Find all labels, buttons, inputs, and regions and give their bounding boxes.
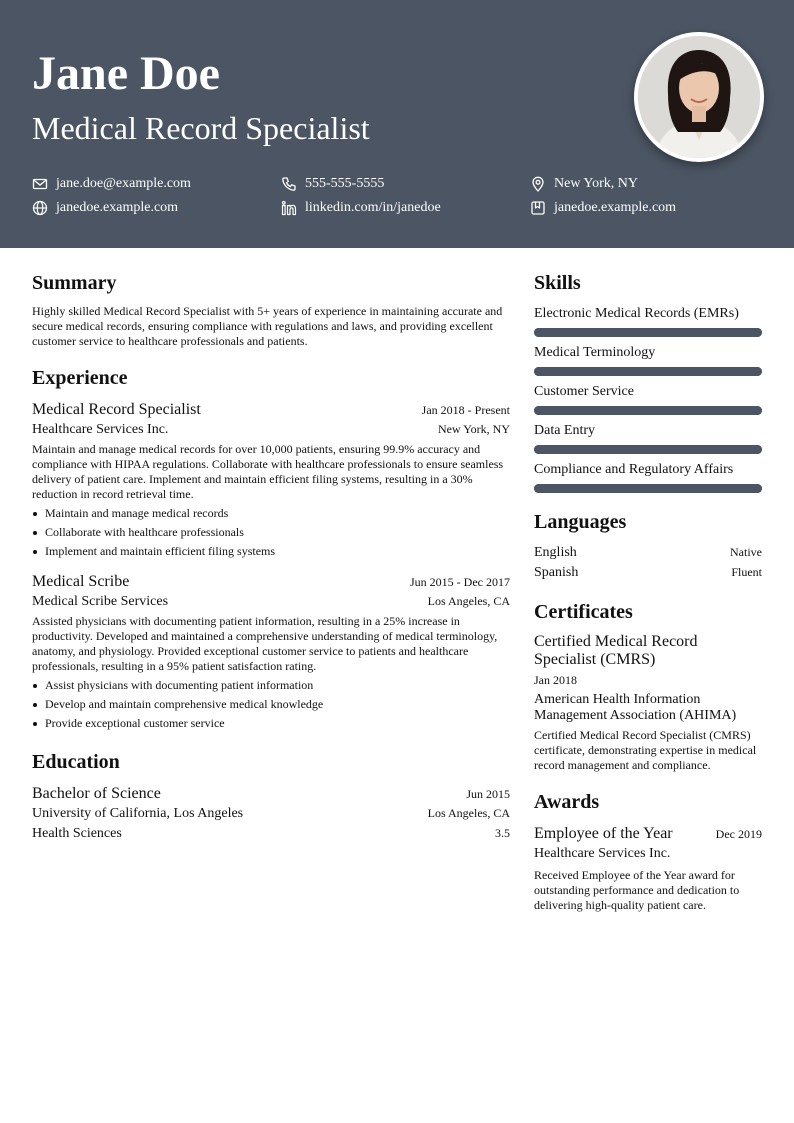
list-item: Implement and maintain efficient filing systems	[45, 544, 510, 559]
left-column	[32, 270, 510, 856]
right-column	[534, 270, 762, 925]
skill-label: Medical Terminology	[534, 345, 656, 360]
skill-level-bar	[534, 406, 762, 415]
skill-label: Electronic Medical Records (EMRs)	[534, 306, 739, 321]
certificate-date: Jan 2018	[534, 673, 577, 687]
language-name: English	[534, 545, 577, 560]
skill-level-bar	[534, 328, 762, 337]
awards-section	[534, 789, 762, 913]
phone-icon	[281, 176, 297, 192]
education-heading: Education	[32, 751, 120, 773]
summary-text: Highly skilled Medical Record Specialist with 5+ years of experience in maintaining accurate and secure medical records, ensuring compliance with regulations and laws, and providing excellent customer service to healthcare professionals and patients.	[32, 304, 503, 348]
awards-heading: Awards	[534, 791, 600, 813]
job-title: Medical Record Specialist	[32, 401, 201, 418]
school: University of California, Los Angeles	[32, 806, 244, 821]
job-dates: Jan 2018 - Present	[421, 403, 510, 417]
candidate-title: Medical Record Specialist	[32, 110, 370, 146]
job-location: New York, NY	[437, 422, 510, 436]
experience-heading: Experience	[32, 367, 128, 389]
header	[0, 0, 794, 248]
summary-heading: Summary	[32, 272, 117, 294]
job-dates: Jun 2015 - Dec 2017	[410, 575, 510, 589]
language-name: Spanish	[534, 565, 579, 580]
candidate-name: Jane Doe	[32, 47, 220, 100]
skills-section	[534, 270, 762, 493]
education-date: Jun 2015	[466, 787, 510, 801]
location-icon	[530, 176, 546, 192]
language-level: Native	[730, 545, 762, 559]
contact-list	[32, 172, 762, 220]
skill-item	[534, 460, 762, 493]
contact-location: New York, NY	[530, 174, 762, 194]
languages-heading: Languages	[534, 511, 627, 533]
skill-label: Customer Service	[534, 384, 634, 399]
skill-level-bar	[534, 367, 762, 376]
summary-section	[32, 270, 510, 349]
skill-label: Data Entry	[534, 423, 596, 438]
job-entry	[32, 399, 510, 559]
skills-heading: Skills	[534, 272, 581, 294]
skill-level-bar	[534, 445, 762, 454]
job-bullets	[32, 678, 510, 731]
languages-section	[534, 509, 762, 583]
mail-icon	[32, 176, 48, 192]
skills-list	[534, 304, 762, 493]
skill-level-fill	[534, 406, 762, 415]
certificates-heading: Certificates	[534, 601, 633, 623]
job-company: Healthcare Services Inc.	[32, 422, 169, 437]
degree: Bachelor of Science	[32, 785, 161, 802]
skill-label: Compliance and Regulatory Affairs	[534, 462, 734, 477]
job-location: Los Angeles, CA	[427, 594, 510, 608]
skill-level-fill	[534, 484, 762, 493]
language-item	[534, 543, 762, 563]
award-org: Healthcare Services Inc.	[534, 846, 671, 861]
skill-level-fill	[534, 445, 762, 454]
job-title: Medical Scribe	[32, 573, 130, 590]
globe-icon	[32, 200, 48, 216]
skill-item	[534, 304, 762, 337]
award-description: Received Employee of the Year award for outstanding performance and dedication to delivering high-quality patient care.	[534, 868, 740, 912]
certificate-issuer: American Health Information Management Association (AHIMA)	[534, 692, 737, 723]
skill-item	[534, 421, 762, 454]
job-entry	[32, 571, 510, 731]
certificate-description: Certified Medical Record Specialist (CMRS) certificate, demonstrating expertise in medical record management and compliance.	[534, 728, 757, 772]
portfolio-icon	[530, 200, 546, 216]
language-level: Fluent	[731, 565, 762, 579]
job-bullets	[32, 506, 510, 559]
gpa: 3.5	[495, 826, 510, 840]
contact-phone[interactable]: 555-555-5555	[281, 174, 530, 194]
certificates-section	[534, 599, 762, 773]
list-item: Provide exceptional customer service	[45, 716, 510, 731]
award-date: Dec 2019	[715, 827, 762, 841]
skill-item	[534, 343, 762, 376]
list-item: Collaborate with healthcare professionals	[45, 525, 510, 540]
contact-portfolio[interactable]: janedoe.example.com	[530, 198, 762, 218]
skill-item	[534, 382, 762, 415]
certificate-name: Certified Medical Record Specialist (CMRS)	[534, 633, 698, 668]
skill-level-fill	[534, 328, 762, 337]
contact-linkedin[interactable]: linkedin.com/in/janedoe	[281, 198, 530, 218]
skill-level-bar	[534, 484, 762, 493]
field-of-study: Health Sciences	[32, 826, 122, 841]
contact-email[interactable]: jane.doe@example.com	[32, 174, 281, 194]
award-name: Employee of the Year	[534, 825, 673, 842]
language-item	[534, 563, 762, 583]
profile-photo	[634, 32, 764, 162]
experience-section	[32, 365, 510, 731]
skill-level-fill	[534, 367, 762, 376]
linkedin-icon	[281, 200, 297, 216]
education-location: Los Angeles, CA	[427, 806, 510, 820]
list-item: Assist physicians with documenting patient information	[45, 678, 510, 693]
job-description: Assisted physicians with documenting patient information, resulting in a 25% increase in productivity. Developed and maintained a comprehensive understanding of medical terminology, anatomy, and physiology. Provided exceptional customer service to patients and healthcare professionals, resulting in a 95% patient satisfaction rating.	[32, 614, 498, 673]
job-description: Maintain and manage medical records for over 10,000 patients, ensuring 99.9% accuracy and compliance with HIPAA regulations. Collaborate with healthcare professionals to ensure seamless delivery of patient care. Implement and maintain efficient filing systems, resulting in a 30% reduction in record retrieval time.	[32, 442, 504, 501]
list-item: Develop and maintain comprehensive medical knowledge	[45, 697, 510, 712]
job-company: Medical Scribe Services	[32, 594, 169, 609]
list-item: Maintain and manage medical records	[45, 506, 510, 521]
contact-website[interactable]: janedoe.example.com	[32, 198, 281, 218]
education-section	[32, 749, 510, 844]
